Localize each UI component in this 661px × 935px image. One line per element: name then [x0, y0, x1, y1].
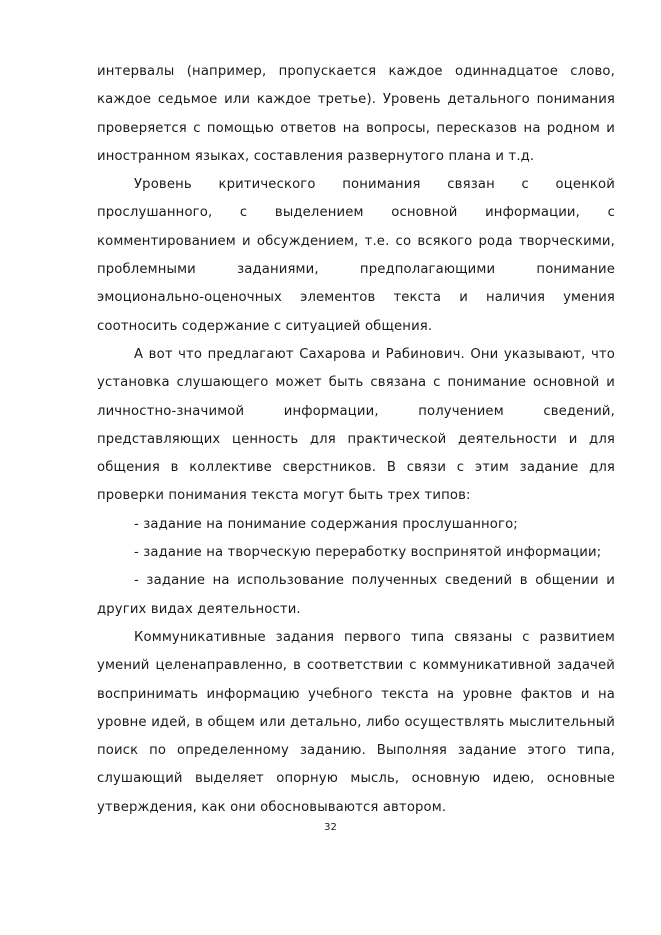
page-number: 32 — [324, 822, 337, 833]
list-item-task-type-2: - задание на творческую переработку воспринятой информации; — [134, 545, 602, 561]
paragraph-communicative-tasks: Коммуникативные задания первого типа связаны с развитием умений целенаправленно, в соответствии с коммуникативной задачей воспринимать информацию учебного текста на уровне фактов и на уровне идей, в общем или детально, либо осуществлять мыслительный поиск по определенному заданию. Выполняя задание этого типа, слушающий выделяет опорную мысль, основную идею, основные утверждения, как они обосновываются автором. — [97, 629, 615, 815]
list-item-task-type-1: - задание на понимание содержания прослушанного; — [134, 516, 518, 532]
paragraph-critical-understanding: Уровень критического понимания связан с оценкой прослушанного, с выделением основной информации, с комментированием и обсуждением, т.е. со всякого рода творческими, проблемными заданиями, предполагающими понимание эмоционально-оценочных элементов текста и наличия умения соотносить содержание с ситуацией общения. — [97, 177, 615, 334]
paragraph-continuation: интервалы (например, пропускается каждое одиннадцатое слово, каждое седьмое или каждое третье). Уровень детального понимания проверяется с помощью ответов на вопросы, пересказов на родном и иностранном языках, составления развернутого плана и т.д. — [97, 64, 615, 164]
document-page — [97, 58, 615, 822]
paragraph-sakharova-rabinovich: А вот что предлагают Сахарова и Рабинович. Они указывают, что установка слушающего может быть связана с понимание основной и личностно-значимой информации, получением сведений, представляющих ценность для практической деятельности и для общения в коллективе сверстников. В связи с этим задание для проверки понимания текста могут быть трех типов: — [97, 346, 615, 504]
list-item-task-type-3: - задание на использование полученных сведений в общении и других видах деятельности. — [97, 573, 615, 617]
